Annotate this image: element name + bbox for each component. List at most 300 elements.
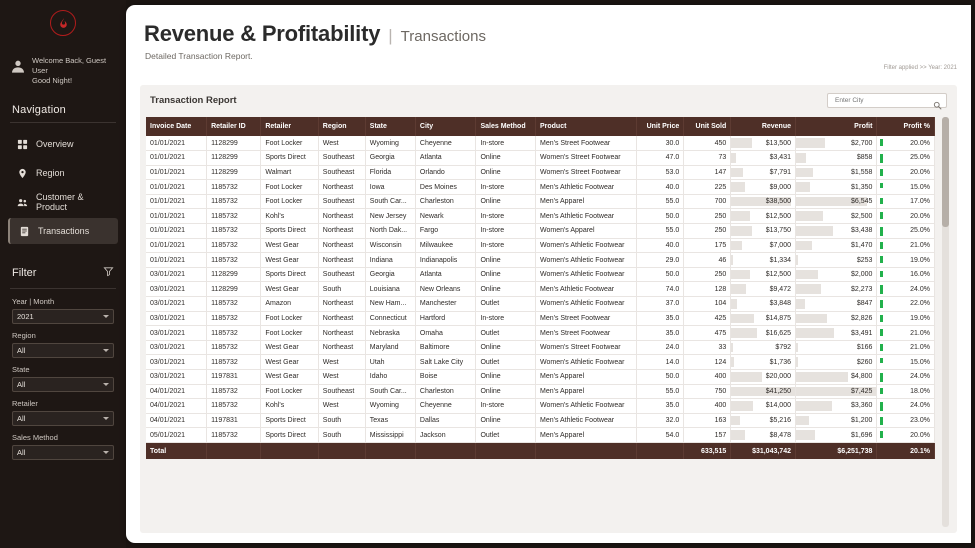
cell-sales-method: Online <box>476 267 536 282</box>
cell-revenue: $16,625 <box>731 326 796 341</box>
table-scrollbar-thumb[interactable] <box>942 117 949 227</box>
filter-year-month-select[interactable] <box>12 309 114 324</box>
cell-retailer: West Gear <box>261 282 318 297</box>
cell-state: Wisconsin <box>365 238 415 253</box>
cell-retailer: Foot Locker <box>261 384 318 399</box>
profit-pct-bar <box>880 169 883 176</box>
sidebar-item-label: Overview <box>36 139 74 149</box>
cell-city: Jackson <box>415 428 476 443</box>
filter-sales-method-select[interactable] <box>12 445 114 460</box>
table-row[interactable] <box>146 194 935 209</box>
cell-unit-price: 24.0 <box>637 340 684 355</box>
column-header-unit-price[interactable]: Unit Price <box>637 117 684 136</box>
cell-retailer: Sports Direct <box>261 224 318 239</box>
column-header-product[interactable]: Product <box>535 117 636 136</box>
table-row[interactable] <box>146 282 935 297</box>
cell-unit-sold: 250 <box>684 209 731 224</box>
search-city-box[interactable] <box>827 93 947 108</box>
cell-city: Dallas <box>415 413 476 428</box>
table-row[interactable] <box>146 180 935 195</box>
filter-header <box>0 264 126 282</box>
cell-state: South Car... <box>365 194 415 209</box>
column-header-city[interactable]: City <box>415 117 476 136</box>
cell-unit-sold: 175 <box>684 238 731 253</box>
profit-pct-bar <box>880 154 883 163</box>
cell-invoice-date: 03/01/2021 <box>146 297 207 312</box>
cell-product: Women's Athletic Footwear <box>535 399 636 414</box>
cell-unit-sold: 73 <box>684 151 731 166</box>
cell-profit: $253 <box>796 253 877 268</box>
cell-sales-method: In-store <box>476 209 536 224</box>
title-separator: | <box>388 26 393 45</box>
cell-retailer-id: 1128299 <box>207 165 261 180</box>
cell-retailer: Walmart <box>261 165 318 180</box>
cell-product: Men's Street Footwear <box>535 136 636 151</box>
filter-retailer-value: All <box>17 414 26 423</box>
cell-unit-price: 14.0 <box>637 355 684 370</box>
cell-retailer: West Gear <box>261 370 318 385</box>
cell-region: Northeast <box>318 253 365 268</box>
cell-revenue: $3,431 <box>731 151 796 166</box>
cell-region: South <box>318 413 365 428</box>
cell-unit-sold: 250 <box>684 224 731 239</box>
cell-product: Women's Street Footwear <box>535 165 636 180</box>
column-header-retailer[interactable]: Retailer <box>261 117 318 136</box>
table-row[interactable] <box>146 253 935 268</box>
cell-retailer: West Gear <box>261 340 318 355</box>
cell-retailer: West Gear <box>261 253 318 268</box>
cell-region: Southeast <box>318 267 365 282</box>
cell-retailer-id: 1197831 <box>207 370 261 385</box>
cell-city: Omaha <box>415 326 476 341</box>
cell-profit: $1,696 <box>796 428 877 443</box>
cell-unit-sold: 450 <box>684 136 731 151</box>
cell-revenue: $7,000 <box>731 238 796 253</box>
cell-city: Manchester <box>415 297 476 312</box>
cell-product: Women's Athletic Footwear <box>535 355 636 370</box>
sidebar-item-label: Region <box>36 168 65 178</box>
filter-label: Filter <box>12 267 37 279</box>
cell-sales-method: Outlet <box>476 355 536 370</box>
cell-profit: $1,558 <box>796 165 877 180</box>
cell-retailer: Foot Locker <box>261 311 318 326</box>
column-header-invoice-date[interactable]: Invoice Date <box>146 117 207 136</box>
cell-region: West <box>318 399 365 414</box>
cell-unit-sold: 124 <box>684 355 731 370</box>
cell-region: Northeast <box>318 340 365 355</box>
total-cell-city <box>415 442 476 459</box>
filter-sales-method <box>0 433 126 460</box>
cell-invoice-date: 03/01/2021 <box>146 282 207 297</box>
sidebar-item-label: Customer & Product <box>36 192 84 212</box>
cell-unit-price: 50.0 <box>637 370 684 385</box>
cell-invoice-date: 03/01/2021 <box>146 311 207 326</box>
profit-pct-bar <box>880 315 883 322</box>
sidebar-item-overview[interactable] <box>8 131 118 157</box>
cell-profit: 21.0% <box>877 238 935 253</box>
cell-product: Women's Athletic Footwear <box>535 267 636 282</box>
cell-profit: 24.0% <box>877 282 935 297</box>
cell-revenue: $1,334 <box>731 253 796 268</box>
cell-profit: 20.0% <box>877 428 935 443</box>
cell-invoice-date: 04/01/2021 <box>146 384 207 399</box>
cell-city: Boise <box>415 370 476 385</box>
column-header-revenue[interactable]: Revenue <box>731 117 796 136</box>
cell-profit: $3,438 <box>796 224 877 239</box>
cell-profit: 15.0% <box>877 180 935 195</box>
profit-pct-bar <box>880 256 883 263</box>
filter-sales-method-label: Sales Method <box>12 433 58 442</box>
cell-profit: 17.0% <box>877 194 935 209</box>
cell-profit: 21.0% <box>877 326 935 341</box>
cell-region: Southeast <box>318 194 365 209</box>
filter-state-label: State <box>12 365 30 374</box>
cell-revenue: $9,472 <box>731 282 796 297</box>
cell-city: Hartford <box>415 311 476 326</box>
cell-revenue: $8,478 <box>731 428 796 443</box>
cell-unit-price: 35.0 <box>637 399 684 414</box>
profit-pct-bar <box>880 300 883 308</box>
people-icon <box>16 196 28 208</box>
cell-retailer: Kohl's <box>261 209 318 224</box>
profit-pct-bar <box>880 388 883 394</box>
table-row[interactable] <box>146 165 935 180</box>
cell-profit: $166 <box>796 340 877 355</box>
cell-region: West <box>318 136 365 151</box>
cell-city: Charleston <box>415 384 476 399</box>
profit-pct-bar <box>880 198 883 204</box>
cell-retailer: Sports Direct <box>261 413 318 428</box>
cell-state: Maryland <box>365 340 415 355</box>
cell-retailer-id: 1185732 <box>207 253 261 268</box>
table-body <box>146 136 935 442</box>
cell-region: Northeast <box>318 311 365 326</box>
total-cell-unit-sold: 633,515 <box>684 442 731 459</box>
cell-invoice-date: 03/01/2021 <box>146 370 207 385</box>
table-row[interactable] <box>146 340 935 355</box>
cell-revenue: $1,736 <box>731 355 796 370</box>
cell-unit-sold: 225 <box>684 180 731 195</box>
cell-unit-sold: 400 <box>684 370 731 385</box>
search-input[interactable] <box>833 96 930 105</box>
cell-state: New Ham... <box>365 297 415 312</box>
cell-city: Atlanta <box>415 151 476 166</box>
cell-product: Men's Apparel <box>535 194 636 209</box>
cell-retailer-id: 1185732 <box>207 194 261 209</box>
cell-retailer-id: 1185732 <box>207 428 261 443</box>
cell-revenue: $41,250 <box>731 384 796 399</box>
cell-product: Women's Athletic Footwear <box>535 238 636 253</box>
cell-retailer: Foot Locker <box>261 136 318 151</box>
filter-state-value: All <box>17 380 26 389</box>
cell-profit: 20.0% <box>877 209 935 224</box>
profit-pct-bar <box>880 227 883 236</box>
flame-logo-icon <box>50 10 76 36</box>
cell-region: South <box>318 282 365 297</box>
cell-invoice-date: 01/01/2021 <box>146 165 207 180</box>
cell-region: Northeast <box>318 209 365 224</box>
filter-region-value: All <box>17 346 26 355</box>
cell-product: Men's Apparel <box>535 370 636 385</box>
cell-city: Indianapolis <box>415 253 476 268</box>
column-header-retailer-id[interactable]: Retailer ID <box>207 117 261 136</box>
cell-revenue: $5,216 <box>731 413 796 428</box>
cell-city: Orlando <box>415 165 476 180</box>
total-cell-sales-method <box>476 442 536 459</box>
cell-product: Women's Street Footwear <box>535 340 636 355</box>
cell-revenue: $3,848 <box>731 297 796 312</box>
cell-unit-sold: 700 <box>684 194 731 209</box>
profit-pct-bar <box>880 271 883 277</box>
cell-retailer-id: 1185732 <box>207 384 261 399</box>
cell-unit-sold: 147 <box>684 165 731 180</box>
sidebar <box>0 0 126 548</box>
cell-invoice-date: 03/01/2021 <box>146 267 207 282</box>
cell-region: Northeast <box>318 180 365 195</box>
cell-invoice-date: 01/01/2021 <box>146 253 207 268</box>
cell-invoice-date: 01/01/2021 <box>146 209 207 224</box>
cell-product: Men's Athletic Footwear <box>535 413 636 428</box>
cell-profit: 15.0% <box>877 355 935 370</box>
table-row[interactable] <box>146 370 935 385</box>
cell-sales-method: Online <box>476 340 536 355</box>
funnel-icon[interactable] <box>103 264 114 282</box>
cell-region: West <box>318 355 365 370</box>
filter-retailer <box>0 399 126 426</box>
chevron-down-icon <box>103 417 109 420</box>
total-cell-invoice-date: Total <box>146 442 207 459</box>
total-cell-retailer <box>261 442 318 459</box>
sidebar-item-transactions[interactable] <box>8 218 118 244</box>
table-row[interactable] <box>146 297 935 312</box>
cell-revenue: $13,750 <box>731 224 796 239</box>
table-row[interactable] <box>146 428 935 443</box>
cell-invoice-date: 01/01/2021 <box>146 151 207 166</box>
cell-profit: $2,000 <box>796 267 877 282</box>
cell-region: Southeast <box>318 151 365 166</box>
chevron-down-icon <box>103 315 109 318</box>
cell-revenue: $792 <box>731 340 796 355</box>
total-cell-product <box>535 442 636 459</box>
cell-region: Southeast <box>318 165 365 180</box>
cell-sales-method: Online <box>476 151 536 166</box>
grid-icon <box>16 138 28 150</box>
list-icon <box>18 225 30 237</box>
cell-retailer-id: 1185732 <box>207 399 261 414</box>
navigation-label: Navigation <box>12 104 66 116</box>
cell-unit-sold: 400 <box>684 399 731 414</box>
cell-invoice-date: 04/01/2021 <box>146 413 207 428</box>
welcome-block <box>0 46 126 86</box>
cell-state: Connecticut <box>365 311 415 326</box>
cell-region: Northeast <box>318 238 365 253</box>
cell-product: Men's Athletic Footwear <box>535 209 636 224</box>
cell-retailer: West Gear <box>261 238 318 253</box>
cell-state: North Dak... <box>365 224 415 239</box>
cell-state: Georgia <box>365 151 415 166</box>
cell-unit-price: 50.0 <box>637 267 684 282</box>
cell-profit: $7,425 <box>796 384 877 399</box>
cell-profit: $2,700 <box>796 136 877 151</box>
cell-state: Idaho <box>365 370 415 385</box>
cell-revenue: $14,000 <box>731 399 796 414</box>
table-row[interactable] <box>146 151 935 166</box>
cell-unit-sold: 475 <box>684 326 731 341</box>
cell-unit-sold: 128 <box>684 282 731 297</box>
filter-state-select[interactable] <box>12 377 114 392</box>
table-row[interactable] <box>146 224 935 239</box>
filter-state <box>0 365 126 392</box>
cell-retailer-id: 1185732 <box>207 297 261 312</box>
cell-city: Atlanta <box>415 267 476 282</box>
cell-invoice-date: 01/01/2021 <box>146 194 207 209</box>
table-row[interactable] <box>146 311 935 326</box>
chevron-down-icon <box>103 383 109 386</box>
cell-retailer-id: 1197831 <box>207 413 261 428</box>
cell-profit: $2,500 <box>796 209 877 224</box>
cell-sales-method: In-store <box>476 311 536 326</box>
cell-unit-price: 47.0 <box>637 151 684 166</box>
cell-profit: 20.0% <box>877 136 935 151</box>
filter-region-select[interactable] <box>12 343 114 358</box>
cell-invoice-date: 04/01/2021 <box>146 399 207 414</box>
cell-retailer: Kohl's <box>261 399 318 414</box>
cell-profit: 21.0% <box>877 340 935 355</box>
table-row[interactable] <box>146 355 935 370</box>
column-header-profit[interactable]: Profit <box>796 117 877 136</box>
cell-region: West <box>318 370 365 385</box>
cell-retailer: Foot Locker <box>261 180 318 195</box>
cell-profit: $6,545 <box>796 194 877 209</box>
cell-revenue: $14,875 <box>731 311 796 326</box>
cell-profit: 23.0% <box>877 413 935 428</box>
cell-state: Iowa <box>365 180 415 195</box>
table-row[interactable] <box>146 399 935 414</box>
cell-profit: 25.0% <box>877 224 935 239</box>
column-header-state[interactable]: State <box>365 117 415 136</box>
cell-revenue: $7,791 <box>731 165 796 180</box>
transaction-table-wrap[interactable] <box>146 117 951 527</box>
cell-sales-method: Outlet <box>476 326 536 341</box>
cell-sales-method: Online <box>476 370 536 385</box>
welcome-line2: Good Night! <box>32 76 73 85</box>
cell-profit: 18.0% <box>877 384 935 399</box>
search-icon[interactable] <box>933 97 942 115</box>
transaction-table <box>146 117 935 459</box>
cell-city: Fargo <box>415 224 476 239</box>
cell-city: Baltimore <box>415 340 476 355</box>
sidebar-item-label: Transactions <box>38 226 90 236</box>
filter-retailer-label: Retailer <box>12 399 38 408</box>
cell-retailer-id: 1185732 <box>207 238 261 253</box>
page-subtitle: Detailed Transaction Report. <box>145 51 253 61</box>
profit-pct-bar <box>880 373 883 382</box>
page-title-sub: Transactions <box>400 28 486 45</box>
cell-sales-method: Outlet <box>476 297 536 312</box>
cell-region: Northeast <box>318 224 365 239</box>
column-header-sales-method[interactable]: Sales Method <box>476 117 536 136</box>
cell-sales-method: Online <box>476 282 536 297</box>
cell-profit: 16.0% <box>877 267 935 282</box>
column-header-region[interactable]: Region <box>318 117 365 136</box>
cell-region: Southeast <box>318 384 365 399</box>
cell-product: Men's Athletic Footwear <box>535 282 636 297</box>
cell-unit-sold: 33 <box>684 340 731 355</box>
cell-retailer-id: 1128299 <box>207 136 261 151</box>
cell-retailer-id: 1128299 <box>207 267 261 282</box>
table-row[interactable] <box>146 326 935 341</box>
cell-invoice-date: 01/01/2021 <box>146 238 207 253</box>
value-bar <box>796 343 798 353</box>
cell-sales-method: Outlet <box>476 428 536 443</box>
table-header-row <box>146 117 935 136</box>
total-cell-state <box>365 442 415 459</box>
profit-pct-bar <box>880 358 883 363</box>
report-header <box>140 85 957 114</box>
table-scrollbar[interactable] <box>942 117 949 527</box>
profit-pct-bar <box>880 242 883 249</box>
value-bar <box>731 357 734 367</box>
column-header-unit-sold[interactable]: Unit Sold <box>684 117 731 136</box>
filter-retailer-select[interactable] <box>12 411 114 426</box>
cell-product: Women's Street Footwear <box>535 151 636 166</box>
cell-product: Women's Apparel <box>535 224 636 239</box>
table-row[interactable] <box>146 238 935 253</box>
cell-invoice-date: 01/01/2021 <box>146 136 207 151</box>
table-row[interactable] <box>146 267 935 282</box>
table-row[interactable] <box>146 209 935 224</box>
cell-revenue: $9,000 <box>731 180 796 195</box>
cell-state: Texas <box>365 413 415 428</box>
cell-sales-method: Online <box>476 194 536 209</box>
profit-pct-bar <box>880 344 883 351</box>
cell-city: Des Moines <box>415 180 476 195</box>
profit-pct-bar <box>880 183 883 188</box>
cell-unit-sold: 157 <box>684 428 731 443</box>
cell-retailer-id: 1185732 <box>207 209 261 224</box>
column-header-profit[interactable]: Profit % <box>877 117 935 136</box>
cell-unit-sold: 425 <box>684 311 731 326</box>
cell-profit: $3,491 <box>796 326 877 341</box>
cell-profit: 19.0% <box>877 253 935 268</box>
cell-profit: $1,350 <box>796 180 877 195</box>
table-row[interactable] <box>146 136 935 151</box>
cell-sales-method: Online <box>476 165 536 180</box>
table-row[interactable] <box>146 413 935 428</box>
cell-unit-price: 35.0 <box>637 326 684 341</box>
sidebar-item-region[interactable] <box>8 160 118 186</box>
value-bar <box>796 357 798 367</box>
cell-sales-method: In-store <box>476 399 536 414</box>
filter-applied-note: Filter applied >> Year: 2021 <box>883 65 957 71</box>
filter-region-label: Region <box>12 331 36 340</box>
cell-unit-price: 40.0 <box>637 180 684 195</box>
cell-retailer-id: 1128299 <box>207 151 261 166</box>
cell-product: Men's Apparel <box>535 428 636 443</box>
chevron-down-icon <box>103 349 109 352</box>
cell-revenue: $38,500 <box>731 194 796 209</box>
cell-profit: $3,360 <box>796 399 877 414</box>
sidebar-item-customer-product[interactable] <box>8 189 118 215</box>
value-bar <box>731 343 732 353</box>
cell-unit-price: 54.0 <box>637 428 684 443</box>
table-row[interactable] <box>146 384 935 399</box>
cell-region: Northeast <box>318 326 365 341</box>
total-cell-profit: 20.1% <box>877 442 935 459</box>
cell-revenue: $20,000 <box>731 370 796 385</box>
cell-city: New Orleans <box>415 282 476 297</box>
filter-year-month <box>0 297 126 324</box>
